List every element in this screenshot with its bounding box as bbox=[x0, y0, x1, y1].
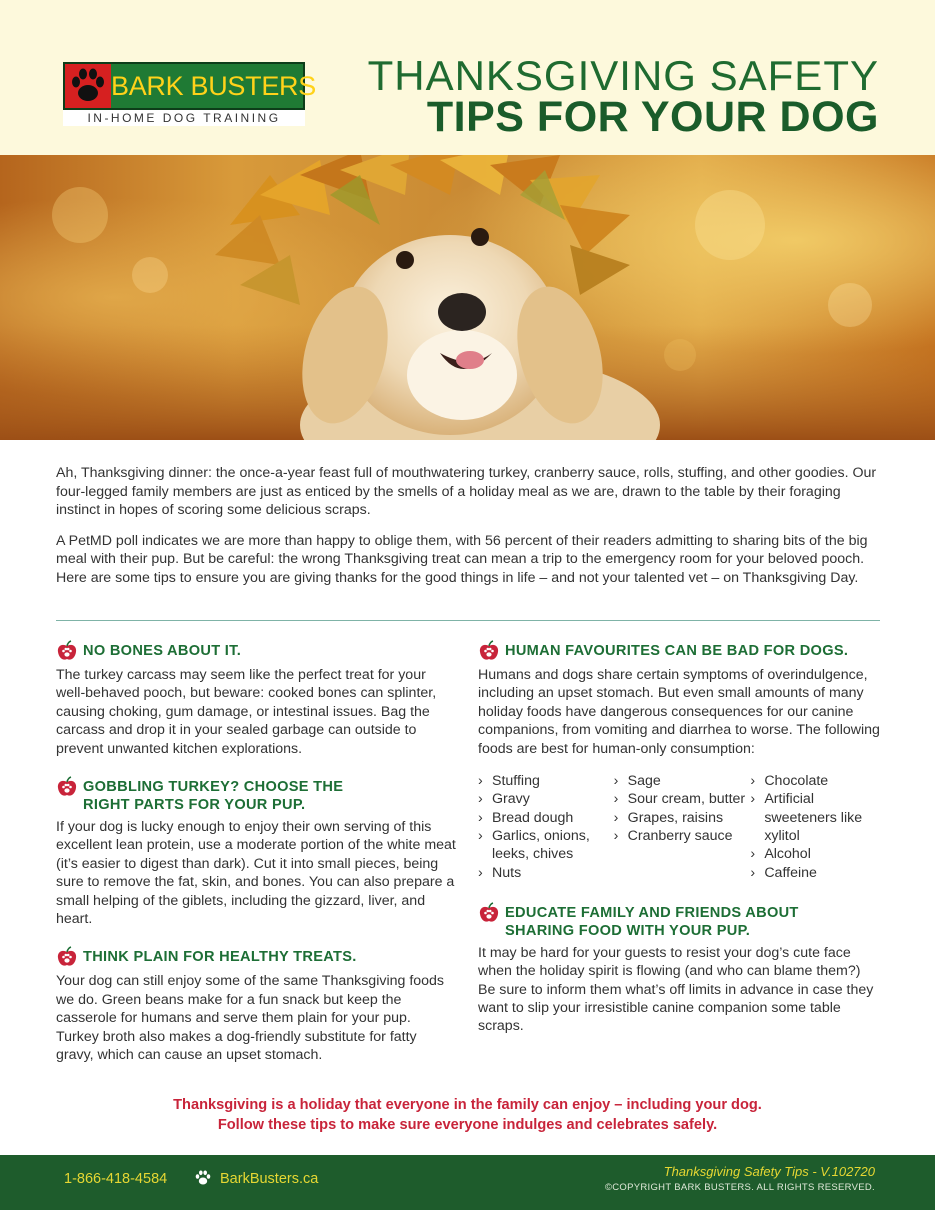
list-item: › Sour cream, butter bbox=[614, 790, 751, 808]
section-think-plain bbox=[56, 948, 456, 1064]
closing-line-1: Thanksgiving is a holiday that everyone in the family can enjoy – including your dog. bbox=[173, 1097, 762, 1113]
list-item: › Caffeine bbox=[750, 864, 880, 882]
apple-paw-icon bbox=[56, 776, 78, 798]
page-header bbox=[0, 0, 935, 155]
section-title: THINK PLAIN FOR HEALTHY TREATS. bbox=[83, 949, 357, 966]
section-body: Your dog can still enjoy some of the same Thanksgiving foods we do. Green beans make for a fun snack but keep the casserole for humans and serve them plain for your pup. Turkey broth also makes a dog-friendly substitute for fatty gravy, which can cause an upset stomach. bbox=[56, 973, 445, 1064]
foods-column-3 bbox=[750, 772, 880, 882]
foods-column-2 bbox=[614, 772, 751, 882]
apple-paw-icon bbox=[478, 640, 500, 662]
section-title: EDUCATE FAMILY AND FRIENDS ABOUT SHARING FOOD WITH YOUR PUP. bbox=[505, 904, 799, 939]
intro-paragraph-1: Ah, Thanksgiving dinner: the once-a-year feast full of mouthwatering turkey, cranberry sauce, rolls, stuffing, and other goodies. Our four-legged family members are just as enticed by the smells of a holiday meal as we are, drawn to the table by their foraging instinct in hopes of scoring some delicious scraps. bbox=[56, 465, 877, 519]
unsafe-foods-list bbox=[478, 772, 880, 882]
page-title-line2: TIPS FOR YOUR DOG bbox=[426, 93, 879, 141]
apple-paw-icon bbox=[56, 946, 78, 968]
list-item: › Gravy bbox=[478, 790, 614, 808]
list-item: › Cranberry sauce bbox=[614, 827, 751, 845]
logo-tagline: IN-HOME DOG TRAINING bbox=[63, 110, 305, 126]
footer-document-title: Thanksgiving Safety Tips - V.102720 bbox=[663, 1164, 875, 1179]
page-title-line1: THANKSGIVING SAFETY bbox=[367, 52, 879, 99]
section-divider bbox=[56, 620, 880, 621]
section-title: HUMAN FAVOURITES CAN BE BAD FOR DOGS. bbox=[505, 643, 849, 659]
list-item: › Sage bbox=[614, 772, 751, 790]
section-body: It may be hard for your guests to resist your dog’s cute face when the holiday spirit is flowing (and who can blame them?) Be sure to inform them what’s off limits in advance in case they want to slip your irresistible canine companion some table scraps. bbox=[478, 944, 874, 1035]
list-item: › Chocolate bbox=[750, 772, 880, 790]
footer-website-link[interactable]: BarkBusters.ca bbox=[220, 1171, 319, 1187]
right-column bbox=[478, 642, 880, 1056]
section-gobbling-turkey bbox=[56, 778, 456, 928]
section-title: NO BONES ABOUT IT. bbox=[83, 643, 242, 659]
list-item: › Garlics, onions, leeks, chives bbox=[478, 827, 614, 864]
foods-column-1 bbox=[478, 772, 614, 882]
intro-paragraph-2: A PetMD poll indicates we are more than happy to oblige them, with 56 percent of their readers admitting to sharing bits of the big meal with their pup. But be careful: the wrong Thanksgiving treat can mean a trip to the emergency room for your beloved pooch. Here are some tips to ensure you are giving thanks for the good things in life – and not your talented vet – on Thanksgiving Day. bbox=[56, 532, 868, 586]
bark-busters-logo bbox=[63, 62, 316, 126]
closing-message bbox=[0, 1095, 935, 1135]
left-column bbox=[56, 642, 456, 1085]
list-item: › Bread dough bbox=[478, 809, 614, 827]
apple-paw-icon bbox=[56, 640, 78, 662]
section-no-bones bbox=[56, 642, 456, 758]
section-title: GOBBLING TURKEY? CHOOSE THE RIGHT PARTS FOR YOUR PUP. bbox=[83, 779, 344, 814]
list-item: › Nuts bbox=[478, 864, 614, 882]
closing-line-2: Follow these tips to make sure everyone indulges and celebrates safely. bbox=[217, 1117, 718, 1133]
section-human-favourites bbox=[478, 642, 880, 758]
paw-icon bbox=[194, 1169, 212, 1187]
paw-print-icon bbox=[65, 64, 111, 108]
section-body: Humans and dogs share certain symptoms of overindulgence, including an upset stomach. But even small amounts of many holiday foods have dangerous consequences for our canine companions, from vomiting and diarrhea to worse. The following foods are best for human-only consumption: bbox=[478, 667, 880, 757]
section-body: The turkey carcass may seem like the perfect treat for your well-behaved pooch, but beware: cooked bones can splinter, causing choking, gum damage, or intestinal issues. Bag the carcass and drop it in your sealed garbage can outside to prevent unwanted kitchen explorations. bbox=[56, 667, 437, 757]
list-item: › Grapes, raisins bbox=[614, 809, 751, 827]
section-body: If your dog is lucky enough to enjoy their own serving of this excellent lean protein, use a moderate portion of the white meat (it’s easier to digest than dark). Cut it into small pieces, being sure to remove the fat, skin, and bones. You can also prepare a small helping of the giblets, including the gizzard, liver, and heart. bbox=[56, 819, 456, 928]
hero-dog-photo bbox=[0, 155, 935, 440]
list-item: › Artificial sweeteners like xylitol bbox=[750, 790, 880, 845]
list-item: › Alcohol bbox=[750, 845, 880, 863]
page-footer bbox=[0, 1155, 935, 1210]
logo-name: BARK BUSTERS bbox=[111, 71, 316, 101]
footer-copyright: ©COPYRIGHT BARK BUSTERS. ALL RIGHTS RESERVED. bbox=[604, 1182, 875, 1193]
intro-text bbox=[56, 464, 881, 600]
apple-paw-icon bbox=[478, 902, 500, 924]
section-educate-family bbox=[478, 904, 880, 1036]
list-item: › Stuffing bbox=[478, 772, 614, 790]
footer-phone[interactable]: 1-866-418-4584 bbox=[64, 1171, 168, 1187]
